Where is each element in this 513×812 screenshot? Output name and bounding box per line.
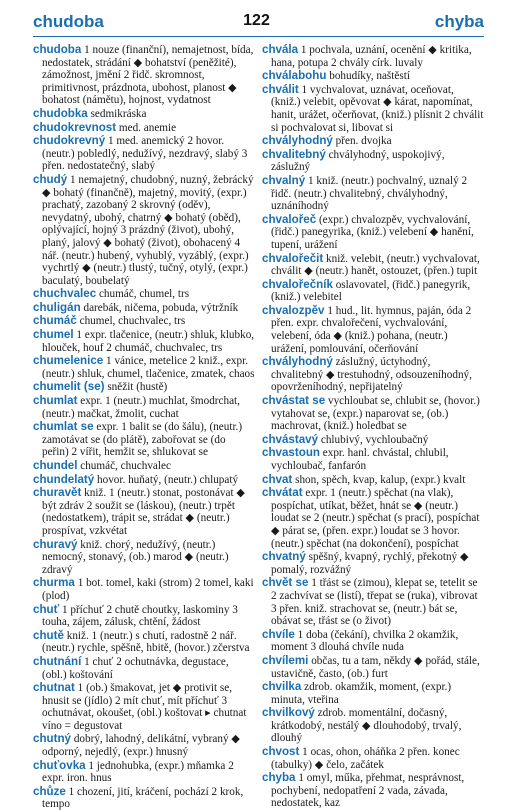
entry-definition: 1 nemajetný, chudobný, nuzný, žebrácký ◆ bohatý (finančně), majetný, movitý, (expr.) prachatý, zazobaný 2 skrovný (oděv), nevydatný, ubohý, chatrný ◆ bohatý (oběd), oplývající, hojný 3 prázdný (život), ubohý, planý, jalový ◆ bohatý (život), obohacený 4 nář. (neutr.) hubený, vyhublý, vyzáblý, (expr.) vychrtlý ◆ (neutr.) tlustý, tučný, otylý, (expr.) baculatý, boubelatý (42, 173, 254, 287)
entry-definition: 1 příchuť 2 chutě choutky, laskominy 3 touha, zájem, zálusk, chtění, žádost (42, 603, 238, 629)
entry-headword: chvályhodný (262, 355, 333, 369)
dictionary-entry (33, 682, 255, 732)
page-number: 122 (243, 12, 270, 29)
entry-definition: 1 (ob.) šmakovat, jet ◆ protivit se, hnusit se (jídlo) 2 mít chuť, mít příchuť 3 ochutnávat, okoušet, (obl.) koštovat ▸ chutnat víno = degustovat (42, 682, 247, 732)
dictionary-entry (33, 395, 255, 420)
dictionary-entry (262, 356, 484, 394)
entry-definition: sněžit (hustě) (104, 381, 168, 394)
entry-headword: chvástavý (262, 432, 319, 446)
entry-headword: chundelatý (33, 472, 95, 486)
dictionary-entry (33, 288, 255, 301)
dictionary-entry (262, 84, 484, 134)
dictionary-entry (33, 474, 255, 487)
entry-headword: churma (33, 576, 75, 590)
entry-definition: expr. hanl. chvástal, chlubil, vychloubač, fanfarón (271, 447, 449, 472)
entry-definition: 1 chuť 2 ochutnávka, degustace, (obl.) koštování (42, 655, 229, 681)
entry-headword: churavý (33, 537, 78, 551)
entry-headword: chvíle (262, 627, 295, 641)
entry-definition: shon, spěch, kvap, kalup, (expr.) kvalt (292, 473, 466, 486)
entry-headword: chudokrevnost (33, 120, 117, 134)
entry-headword: churavět (33, 486, 82, 500)
entry-headword: chvost (262, 745, 300, 759)
entry-definition: 1 omyl, műka, přehmat, nesprávnost, pochybení, nedopatření 2 vada, závada, nedostatek, kaz (271, 772, 465, 810)
dictionary-entry (262, 149, 484, 174)
right-column (262, 44, 484, 811)
entry-definition: med. anemie (116, 121, 177, 134)
entry-definition: dobrý, lahodný, delikátní, vybraný ◆ odporný, nejedlý, (expr.) hnusný (42, 733, 240, 759)
entry-definition: bohudíky, naštěstí (326, 70, 410, 83)
dictionary-entry (33, 460, 255, 473)
entry-headword: chvět se (262, 576, 309, 590)
dictionary-entry (262, 279, 484, 304)
entry-definition: 1 vychvalovat, uznávat, oceňovat, (kniž.) velebit, opěvovat ◆ kárat, napomínat, hanit, urážet, očerňovat, (kniž.) plísnit 2 chválit si pochvalovat si, libovat si (271, 83, 484, 134)
entry-definition: přen. dvojka (332, 135, 392, 148)
dictionary-entry (33, 381, 255, 394)
entry-definition: 1 expr. tlačenice, (neutr.) shluk, klubko, hlouček, houf 2 chumáč, chuchvalec, trs (42, 329, 255, 354)
entry-headword: chutný (33, 732, 72, 746)
entry-definition: chlubivý, vychloubačný (318, 433, 429, 446)
entry-headword: chvilkový (262, 706, 315, 720)
entry-headword: chválit (262, 82, 299, 96)
entry-headword: chvála (262, 43, 299, 56)
dictionary-entry (262, 214, 484, 252)
entry-headword: chvastoun (262, 446, 320, 460)
entry-headword: chutnat (33, 681, 75, 695)
dictionary-entry (33, 329, 255, 354)
dictionary-entry (33, 315, 255, 328)
entry-definition: chvályhodný, uspokojivý, záslužný (271, 148, 445, 174)
dictionary-entry (262, 44, 484, 69)
dictionary-entry (33, 733, 255, 758)
entry-headword: chutnání (33, 654, 82, 668)
running-headword-left: chudoba (33, 12, 104, 31)
entry-definition: občas, tu a tam, někdy ◆ pořád, stále, ustavičně, často, (ob.) furt (271, 654, 480, 680)
dictionary-entry (33, 539, 255, 577)
entry-definition: kniž. velebit, (neutr.) vychvalovat, chválit ◆ (neutr.) hanět, ostouzet, (přen.) tupit (271, 252, 480, 278)
entry-headword: chvalořeč (262, 212, 317, 226)
dictionary-entry (262, 655, 484, 680)
entry-definition: hovor. huňatý, (neutr.) chlupatý (94, 473, 239, 486)
entry-definition: 1 nouze (finanční), nemajetnost, bída, nedostatek, strádání ◆ bohatství (peněžité), zámožnost, jmění 2 řidč. skromnost, primitivnost, prázdnota, ubohost, planost ◆ bohatost (námětu), hojnost, vydatnost (42, 44, 254, 107)
entry-headword: chutě (33, 628, 64, 642)
entry-definition: 1 hud., lit. hymnus, paján, óda 2 přen. expr. chvalořečení, vychvalování, velebení, óda ◆ (kniž.) pohana, (neutr.) urážení, pomlouvání, očerňování (271, 304, 472, 355)
entry-definition: 1 jednohubka, (expr.) mňamka 2 expr. iron. hnus (42, 759, 234, 785)
entry-headword: chumel (33, 328, 74, 342)
entry-definition: darebák, ničema, pobuda, výtržník (80, 301, 239, 314)
entry-headword: chumlat (33, 394, 78, 408)
dictionary-entry (262, 487, 484, 550)
entry-headword: chudý (33, 172, 68, 186)
entry-headword: chuťovka (33, 758, 86, 772)
entry-headword: chudoba (33, 43, 82, 56)
entry-headword: chvátat (262, 486, 303, 500)
dictionary-entry (33, 487, 255, 537)
entry-headword: chumelenice (33, 354, 104, 368)
left-column (33, 44, 255, 812)
entry-headword: chvalořečník (262, 277, 333, 291)
entry-definition: sedmikráska (87, 107, 147, 120)
entry-headword: chvástat se (262, 394, 326, 408)
entry-headword: chuligán (33, 300, 81, 314)
dictionary-entry (33, 122, 255, 135)
dictionary-entry (262, 707, 484, 745)
dictionary-entry (33, 421, 255, 459)
dictionary-entry (262, 305, 484, 355)
dictionary-entry (33, 302, 255, 315)
entry-headword: chvilka (262, 680, 302, 694)
entry-definition: kniž. 1 (neutr.) stonat, postonávat ◆ být zdráv 2 soužit se (láskou), (neutr.) trpět (nedostatkem), trápit se, strádat ◆ (neutr.) prospívat, vzkvétat (42, 487, 245, 537)
entry-headword: chuť (33, 602, 60, 616)
dictionary-entry (262, 474, 484, 487)
dictionary-entry (262, 629, 484, 654)
entry-definition: spěšný, kvapný, rychlý, překotný ◆ pomalý, rozvážný (271, 551, 469, 576)
entry-definition: 1 doba (čekání), chvilka 2 okamžik, moment 3 dlouhá chvíle nuda (271, 628, 459, 654)
entry-definition: chumáč, chumel, trs (96, 288, 190, 301)
entry-definition: kniž. 1 (neutr.) s chutí, radostně 2 nář. (neutr.) rychle, spěšně, hbitě, (hovor.) zčerstva (42, 629, 250, 655)
entry-headword: chůze (33, 784, 66, 798)
entry-definition: 1 ocas, ohon, oháňka 2 přen. konec (tabulky) ◆ čelo, začátek (271, 746, 460, 771)
entry-headword: chumelit (se) (33, 380, 105, 394)
entry-definition: zdrob. momentální, dočasný, krátkodobý, nestálý ◆ dlouhodobý, trvalý, dlouhý (271, 707, 462, 745)
entry-headword: chvalořečit (262, 251, 324, 265)
entry-headword: chumáč (33, 314, 77, 328)
entry-definition: 1 pochvala, uznání, ocenění ◆ kritika, hana, potupa 2 chvály círk. luvaly (271, 44, 472, 69)
entry-definition: 1 kniž. (neutr.) pochvalný, uznalý 2 řidč. (neutr.) chvalitebný, chvályhodný, uznáníhodný (271, 174, 468, 213)
entry-headword: chudokrevný (33, 134, 106, 148)
dictionary-entry (262, 577, 484, 627)
dictionary-entry (33, 44, 255, 107)
entry-definition: (expr.) chvalozpěv, vychvalování, (řidč.) panegyrika, (kniž.) velebení ◆ hanění, tupení, urážení (271, 213, 474, 251)
entry-headword: chvatný (262, 550, 306, 564)
entry-definition: chumáč, chuchvalec (77, 460, 171, 472)
header-rule (33, 36, 484, 37)
entry-headword: chvályhodný (262, 134, 333, 148)
dictionary-entry (33, 630, 255, 655)
dictionary-entry (262, 681, 484, 706)
dictionary-entry (33, 656, 255, 681)
dictionary-entry (33, 760, 255, 785)
dictionary-entry (33, 577, 255, 602)
dictionary-entry (262, 175, 484, 213)
dictionary-entry (33, 355, 255, 380)
entry-headword: chundel (33, 459, 78, 472)
dictionary-entry (262, 395, 484, 433)
entry-definition: záslužný, úctyhodný, chvalitebný ◆ trestuhodný, odsouzeníhodný, opovrženíhodný, nepřijatelný (271, 356, 472, 394)
entry-definition: zdrob. okamžik, moment, (expr.) minuta, vteřina (271, 681, 452, 706)
running-headword-right: chyba (434, 12, 484, 31)
dictionary-entry (262, 135, 484, 148)
entry-headword: chvílemi (262, 653, 309, 667)
entry-definition: 1 bot. tomel, kaki (strom) 2 tomel, kaki (plod) (42, 577, 254, 602)
dictionary-entry (262, 70, 484, 83)
dictionary-entry (262, 772, 484, 810)
entry-headword: chudobka (33, 106, 88, 120)
entry-definition: vychloubat se, chlubit se, (hovor.) vytahovat se, (expr.) naparovat se, (ob.) machrovat, (kniž.) holedbat se (271, 395, 480, 433)
entry-definition: chumel, chuchvalec, trs (76, 315, 186, 328)
entry-headword: chválabohu (262, 69, 327, 83)
entry-definition: kniž. chorý, nedužívý, (neutr.) nemocný, stonavý, (ob.) marod ◆ (neutr.) zdravý (42, 538, 229, 576)
entry-headword: chvalný (262, 173, 306, 187)
entry-definition: expr. 1 (neutr.) muchlat, šmodrchat, (neutr.) mačkat, žmolit, cuchat (42, 395, 240, 420)
entry-definition: oslavovatel, (řidč.) panegyrik, (kniž.) velebitel (271, 278, 471, 304)
entry-headword: chvalozpěv (262, 303, 325, 317)
dictionary-entry (33, 786, 255, 811)
dictionary-entry (33, 108, 255, 121)
entry-definition: expr. 1 (neutr.) spěchat (na vlak), pospíchat, utíkat, běžet, hnát se ◆ (neutr.) loudat se 2 (neutr.) spěchat (s prací), pospíchat ◆ párat se, (přen. expr.) loudat se 3 hovor. (neutr.) spěchat (na dokončení), pospíchat (271, 487, 480, 550)
entry-definition: 1 med. anemický 2 hovor. (neutr.) pobledlý, nedužívý, nezdravý, slabý 3 přen. nedostatečný, slabý (42, 135, 248, 173)
entry-definition: 1 chození, jití, kráčení, pochází 2 krok, tempo (42, 785, 244, 811)
entry-headword: chyba (262, 771, 296, 785)
entry-definition: 1 vánice, metelice 2 kniž., expr. (neutr.) shluk, chumel, tlačenice, zmatek, chaos (42, 355, 255, 380)
dictionary-entry (33, 135, 255, 173)
entry-headword: chuchvalec (33, 287, 97, 301)
dictionary-entry (262, 434, 484, 447)
dictionary-entry (262, 253, 484, 278)
entry-headword: chvalitebný (262, 147, 326, 161)
dictionary-entry (33, 174, 255, 287)
entry-headword: chvat (262, 472, 293, 486)
entry-definition: 1 třást se (zimou), klepat se, tetelit se 2 zachvívat se (listí), třepat se (ruka), vibrovat 3 přen. kniž. strachovat se, (neutr.) bát se, obávat se, třást se (o život) (271, 577, 478, 628)
dictionary-entry (262, 551, 484, 576)
entry-headword: chumlat se (33, 420, 94, 434)
entry-definition: expr. 1 balit se (do šálu), (neutr.) zamotávat se (do plátě), zabořovat se (do peřin) 2 vířit, hemžit se, shlukovat se (42, 421, 243, 459)
page-header (0, 0, 513, 34)
dictionary-entry (262, 447, 484, 472)
dictionary-entry (33, 604, 255, 629)
